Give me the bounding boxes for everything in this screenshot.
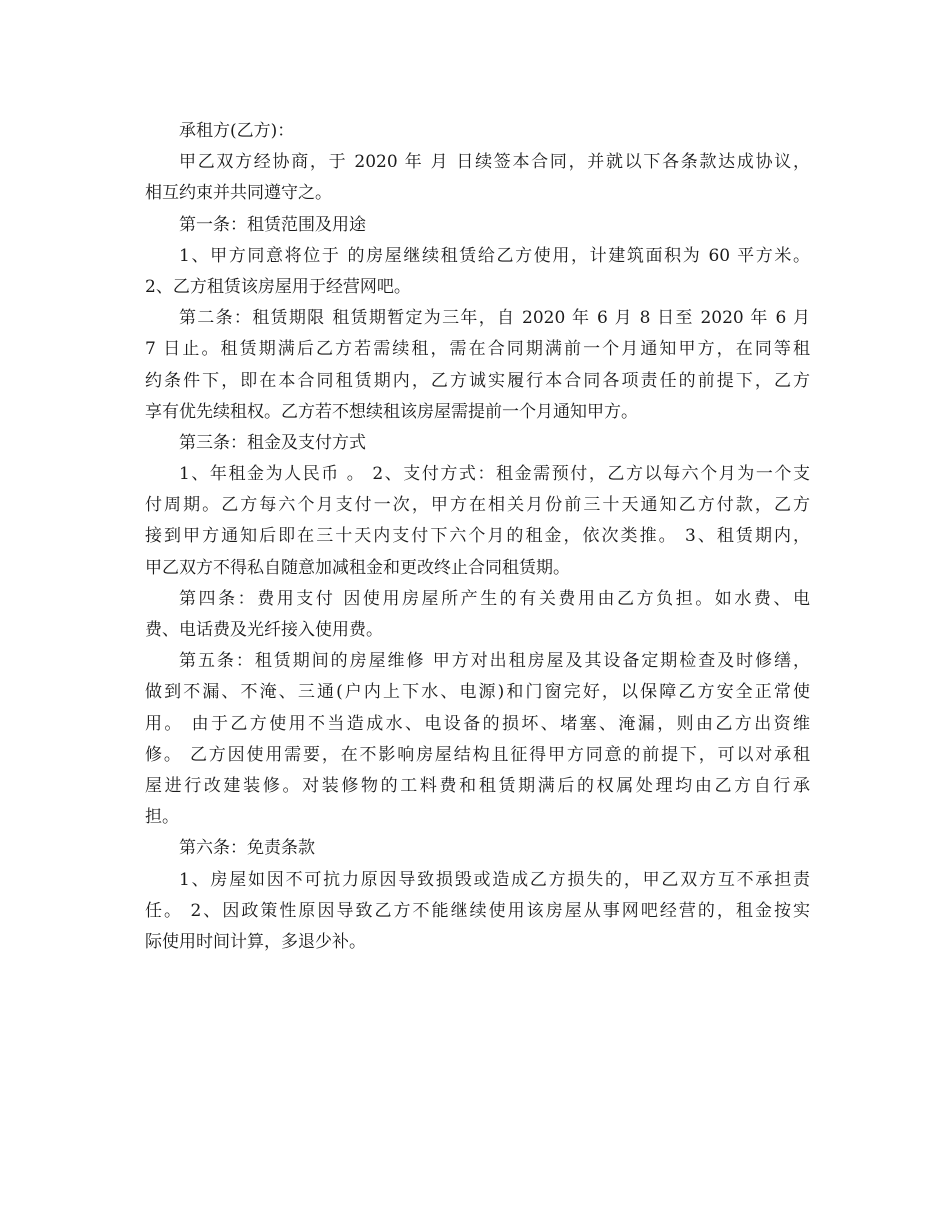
article-1-line: 2、乙方租赁该房屋用于经营网吧。 bbox=[145, 276, 411, 297]
contract-body bbox=[145, 116, 810, 958]
article-6-heading: 第六条：免责条款 bbox=[179, 838, 315, 859]
preamble-line: 相互约束并共同遵守之。 bbox=[145, 183, 332, 204]
article-2-heading: 第二条：租赁期限 租赁期暂定为三年，自 2020 年 6 月 8 日至 2020 年 6 月 bbox=[179, 308, 810, 329]
article-5-line: 担。 bbox=[145, 807, 179, 828]
article-3-line: 1、年租金为人民币 。 2、支付方式：租金需预付，乙方以每六个月为一个支 bbox=[179, 464, 810, 485]
article-1-line: 1、甲方同意将位于 的房屋继续租赁给乙方使用，计建筑面积为 60 平方米。 bbox=[179, 245, 810, 266]
article-2-line: 享有优先续租权。乙方若不想续租该房屋需提前一个月通知甲方。 bbox=[145, 401, 638, 422]
article-2-line: 7 日止。租赁期满后乙方若需续租，需在合同期满前一个月通知甲方，在同等租 bbox=[145, 339, 810, 360]
article-5-line: 做到不漏、不淹、三通(户内上下水、电源)和门窗完好，以保障乙方安全正常使 bbox=[145, 682, 810, 703]
article-3-line: 付周期。乙方每六个月支付一次，甲方在相关月份前三十天通知乙方付款，乙方 bbox=[145, 495, 810, 516]
article-3-line: 接到甲方通知后即在三十天内支付下六个月的租金，依次类推。 3、租赁期内， bbox=[145, 526, 810, 547]
article-5-line: 屋进行改建装修。对装修物的工料费和租赁期满后的权属处理均由乙方自行承 bbox=[145, 775, 810, 796]
article-3-line: 甲乙双方不得私自随意加减租金和更改终止合同租赁期。 bbox=[145, 557, 570, 578]
article-1-heading: 第一条：租赁范围及用途 bbox=[179, 214, 366, 235]
preamble-line: 甲乙双方经协商，于 2020 年 月 日续签本合同，并就以下各条款达成协议， bbox=[179, 152, 810, 173]
article-6-line: 际使用时间计算，多退少补。 bbox=[145, 931, 366, 952]
article-4-heading: 第四条：费用支付 因使用房屋所产生的有关费用由乙方负担。如水费、电 bbox=[179, 588, 810, 609]
article-6-line: 1、房屋如因不可抗力原因导致损毁或造成乙方损失的，甲乙双方互不承担责 bbox=[179, 869, 810, 890]
article-5-line: 修。 乙方因使用需要，在不影响房屋结构且征得甲方同意的前提下，可以对承租 bbox=[145, 744, 810, 765]
article-5-heading: 第五条：租赁期间的房屋维修 甲方对出租房屋及其设备定期检查及时修缮， bbox=[179, 651, 810, 672]
article-4-line: 费、电话费及光纤接入使用费。 bbox=[145, 620, 383, 640]
article-6-line: 任。 2、因政策性原因导致乙方不能继续使用该房屋从事网吧经营的，租金按实 bbox=[145, 900, 810, 921]
tenant-party-label: 承租方(乙方)： bbox=[179, 121, 295, 141]
article-3-heading: 第三条：租金及支付方式 bbox=[179, 432, 366, 453]
article-5-line: 用。 由于乙方使用不当造成水、电设备的损坏、堵塞、淹漏，则由乙方出资维 bbox=[145, 713, 810, 734]
article-2-line: 约条件下，即在本合同租赁期内，乙方诚实履行本合同各项责任的前提下，乙方 bbox=[145, 370, 810, 391]
